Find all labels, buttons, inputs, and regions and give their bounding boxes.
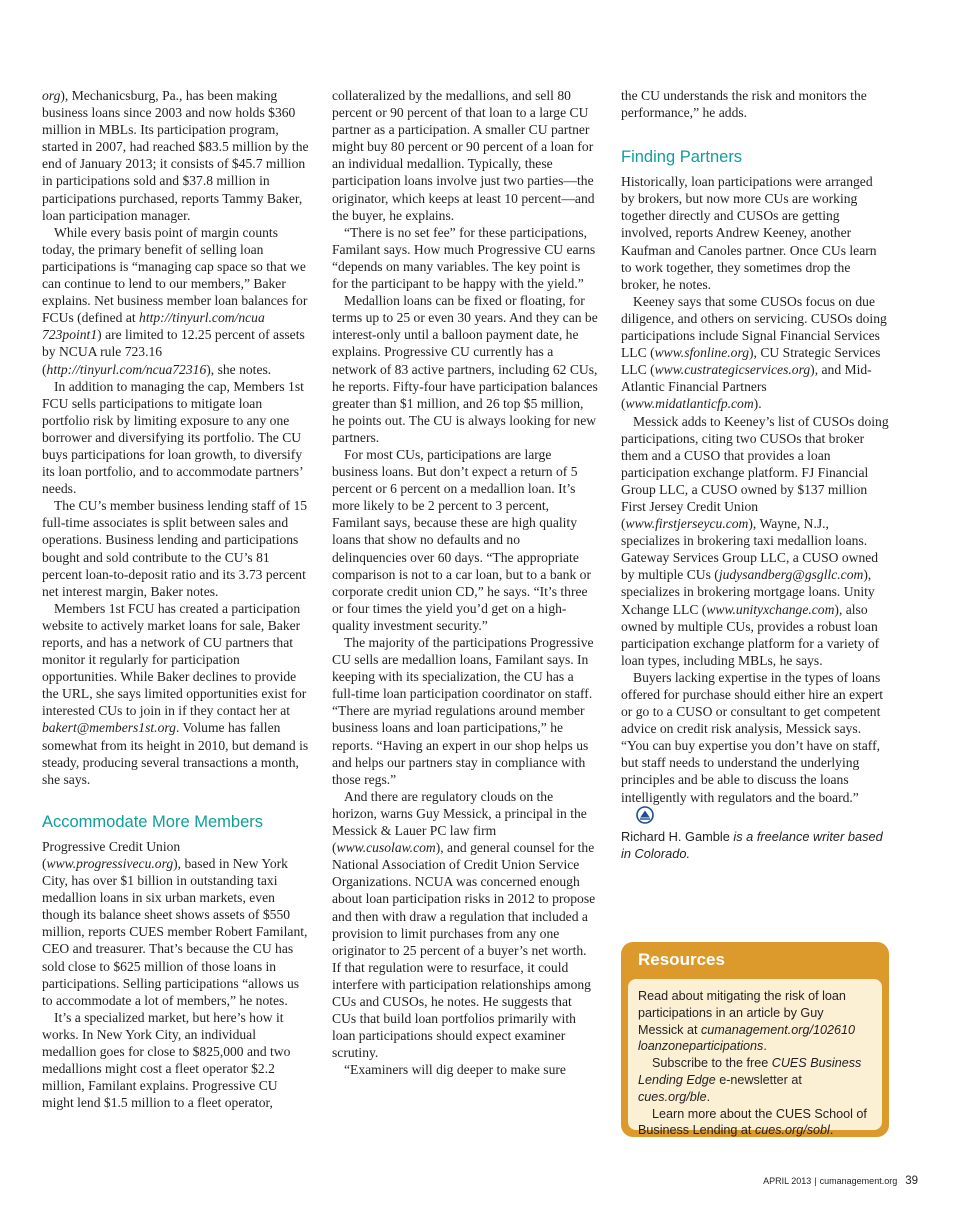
resource-item: Learn more about the CUES School of Business Lending at cues.org/sobl.	[638, 1106, 867, 1138]
url-link[interactable]: www.midatlanticfp.com	[625, 396, 754, 412]
paragraph: Progressive Credit Union (www.progressivecu.org), based in New York City, has over $1 billion in outstanding taxi medallion loans in six urban markets, even though its balance sheet shows assets of $550 million, reports CUES member Robert Familant, CEO and treasurer. That’s because the CU has sold close to $625 million of those loans in participations. Selling participations “allows us to accommodate a lot of members,” he notes.	[42, 838, 308, 1008]
cues-logo-icon	[624, 806, 654, 828]
resources-title: Resources	[638, 950, 725, 969]
author-byline: Richard H. Gamble is a freelance writer based in Colorado.	[621, 828, 883, 861]
issue-date: APRIL 2013	[763, 1176, 812, 1186]
paragraph: The majority of the participations Progressive CU sells are medallion loans, Familant says. In keeping with its specialization, the CU has a full-time loan participation coordinator on staff. “There are myriad regulations around member business loans and loan participations,” he reports. “Having an expert in our shop helps us and helps our partners stay in compliance with those regs.”	[332, 635, 594, 787]
url-link[interactable]: www.firstjerseycu.com	[625, 516, 749, 532]
paragraph: While every basis point of margin counts today, the primary benefit of selling loan participations is “managing cap space so that we can continue to lend to our members,” Baker explains. Net business member loan balances for FCUs (defined at http://tinyurl.com/ncua 723point1) are limited to 12.25 percent of assets by NCUA rule 723.16 (http://tinyurl.com/ncua72316), she notes.	[42, 224, 308, 377]
paragraph: Historically, loan participations were arranged by brokers, but now more CUs are working together directly and CUSOs are getting involved, reports Andrew Keeney, another Kaufman and Canoles partner. Once CUs learn to work together, they sometimes drop the broker, he notes.	[621, 174, 877, 292]
article-column-2	[332, 87, 598, 1078]
resources-box	[621, 942, 889, 1137]
paragraph: Members 1st FCU has created a participation website to actively market loans for sale, Baker reports, and has a network of CU partners that monitor it regularly for participation opportunities. While Baker declines to provide the URL, she says limited opportunities exist for interested CUs to join in if they contact her at bakert@members1st.org. Volume has fallen somewhat from its height in 2010, but demand is steady, producing several transactions a month, she says.	[42, 600, 309, 787]
article-column-1	[42, 87, 312, 1111]
resources-body	[628, 979, 882, 1138]
resource-item: Read about mitigating the risk of loan participations in an article by Guy Messick at cumanagement.org/102610 loanzoneparticipations.	[638, 989, 856, 1054]
page-footer	[763, 1175, 918, 1187]
url-link[interactable]: cues.org/ble	[638, 1089, 707, 1104]
paragraph: Keeney says that some CUSOs focus on due diligence, and others on servicing. CUSOs doing participations include Signal Financial Services LLC (www.sfonline.org), CU Strategic Services LLC (www.custrategicservices.org), and Mid-Atlantic Financial Partners (www.midatlanticfp.com).	[621, 293, 887, 412]
footer-separator: |	[814, 1176, 817, 1186]
paragraph: Medallion loans can be fixed or floating, for terms up to 25 or even 30 years. And they can be interest-only until a balloon payment date, he explains. Progressive CU currently has a network of 83 active partners, including 62 CUs, he reports. Fifty-four have participation balances greater than $1 million, and 26 top $5 million, he points out. The CU is always looking for new partners.	[332, 293, 598, 445]
paragraph: The CU’s member business lending staff of 15 full-time associates is split between sales and operations. Business lending and participations bought and sold contribute to the CU’s 81 percent loan-to-deposit ratio and its 3.73 percent net interest margin, Baker notes.	[42, 498, 308, 599]
paragraph: Messick adds to Keeney’s list of CUSOs doing participations, citing two CUSOs that broker them and a CUSO that provides a loan participation exchange platform. FJ Financial Group LLC, a CUSO owned by $137 million First Jersey Credit Union (www.firstjerseycu.com), Wayne, N.J., specializes in brokering taxi medallion loans. Gateway Services Group LLC, a CUSO owned by multiple CUs (judysandberg@gsgllc.com), specializes in brokering mortgage loans. Unity Xchange LLC (www.unityxchange.com), also owned by multiple CUs, provides a robust loan participation exchange platform for a variety of loan types, including MBLs, he says.	[621, 413, 889, 668]
paragraph: And there are regulatory clouds on the horizon, warns Guy Messick, a principal in the Messick & Lauer PC law firm (www.cusolaw.com), and general counsel for the National Association of Credit Union Service Organizations. NCUA was concerned enough about loan participation risks in 2012 to propose and then with draw a regulation that included a provision to limit purchases from any one originator to 25 percent of a buyer’s net worth. If that regulation were to resurface, it could interfere with participation relationships among CUs and CUSOs, he notes. He suggests that CUs that build loan portfolios primarily with loan participations should expect examiner scrutiny.	[332, 788, 596, 1061]
paragraph: the CU understands the risk and monitors the performance,” he adds.	[621, 88, 867, 121]
section-heading: Finding Partners	[621, 148, 743, 167]
url-link[interactable]: http://tinyurl.com/ncua 723point1	[42, 310, 265, 343]
paragraph: “Examiners will dig deeper to make sure	[344, 1062, 566, 1078]
section-heading: Accommodate More Members	[42, 812, 263, 831]
email-link[interactable]: bakert@members1st.org	[42, 720, 176, 736]
paragraph: Buyers lacking expertise in the types of loans offered for purchase should either hire an expert or go to a CUSO or consultant to get competent advice on credit risk analysis, Messick says. “You can buy expertise you don’t have on staff, but staff needs to understand the underlying principles and be able to discuss the loans intelligently with regulators and the board.”	[621, 669, 889, 828]
url-link[interactable]: www.custrategicservices.org	[654, 362, 811, 378]
url-link[interactable]: www.progressivecu.org	[46, 855, 174, 871]
page-number: 39	[905, 1175, 918, 1187]
resource-item: Subscribe to the free CUES Business Lending Edge e-newsletter at cues.org/ble.	[638, 1056, 862, 1104]
article-column-3	[621, 87, 889, 862]
url-link[interactable]: www.cusolaw.com	[336, 840, 436, 856]
url-link[interactable]: www.unityxchange.com	[706, 601, 835, 617]
email-link[interactable]: judysandberg@gsgllc.com	[718, 567, 864, 583]
footer-site: cumanagement.org	[819, 1176, 898, 1186]
paragraph: In addition to managing the cap, Members 1st FCU sells participations to mitigate loan portfolio risk by limiting exposure to any one borrower and diversifying its portfolio. The CU buys participations for loan growth, to diversify its loan portfolio, and to accommodate partners’ needs.	[42, 378, 304, 497]
paragraph: For most CUs, participations are large business loans. But don’t expect a return of 5 percent or 6 percent on a medallion loan. It’s more likely to be 2 percent to 3 percent, Familant says, because these are high quality loans that show no defaults and no delinquencies over 60 days. “The appropriate comparison is not to a car loan, but to a bank or corporate credit union CD,” he says. “It’s three or four times the yield you’d get on a high-quality investment security.”	[332, 446, 591, 633]
url-link[interactable]: www.sfonline.org	[654, 345, 750, 361]
url-link[interactable]: http://tinyurl.com/ncua72316	[46, 361, 207, 377]
paragraph: collateralized by the medallions, and sell 80 percent or 90 percent of that loan to a large CU partner as a participation. A smaller CU partner might buy 80 percent or 90 percent of a loan for an individual medallion. Typically, these participation loans involve just two parties—the originator, which keeps at least 10 percent—and the buyer, he explains.	[332, 88, 595, 223]
url-link[interactable]: cumanagement.org/102610 loanzoneparticipations	[638, 1022, 856, 1054]
url-link[interactable]: cues.org/sobl	[754, 1123, 830, 1138]
paragraph: “There is no set fee” for these participations, Familant says. How much Progressive CU earns “depends on many variables. The key point is for the participant to be happy with the yield.”	[332, 224, 596, 292]
paragraph: It’s a specialized market, but here’s how it works. In New York City, an individual medallion goes for close to $825,000 and two medallions might cost a fleet operator $2.2 million, Familant explains. Progressive CU might lend $1.5 million to a fleet operator,	[42, 1009, 291, 1111]
paragraph: org), Mechanicsburg, Pa., has been making business loans since 2003 and now holds $360 million in MBLs. Its participation program, started in 2007, had reached $83.5 million by the end of January 2013; it consists of $45.7 million in participations sold and $37.8 million in participations purchased, reports Tammy Baker, loan participation manager.	[42, 88, 309, 223]
